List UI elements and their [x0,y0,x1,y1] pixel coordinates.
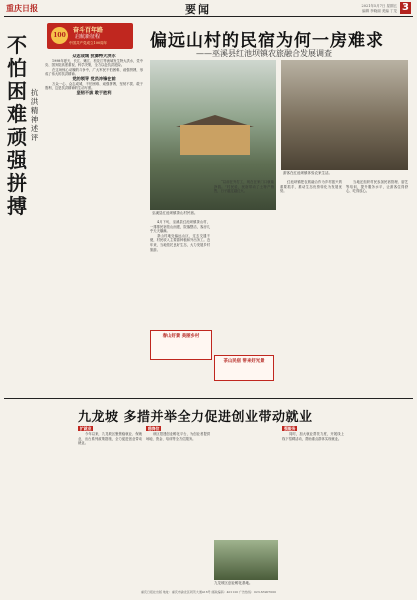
masthead-rule [4,16,413,17]
incubator-photo [214,540,278,580]
bottom-para-3: 同时，加大就业帮扶力度，开展线上线下招聘活动，帮助重点群体实现就业。 [282,432,344,441]
left-para-3: 万众一心、众志成城，不怕困难、顽强拼搏，坚韧不拔、敢于胜利，这是抗洪精神的生动写照。 [45,81,143,91]
left-article-body [45,54,143,384]
main-subtitle: ——巫溪县红池坝镇农旅融合发展调查 [196,49,332,58]
left-subhead-1: 众志成城 抗御特大洪水 [72,54,116,58]
section-title: 要闻 [185,3,211,16]
tag-3: 强服务 [284,426,296,431]
left-subhead-2: 党的领导 党员冲锋在前 [72,75,116,81]
main-col-4 [346,180,408,390]
main-col-1 [150,220,210,390]
main-para-2: 茶山村地处偏远山区，过去交通不便，村民收入主要靠种植和外出务工。近年来，当地依托良好生态，大力发展乡村旅游。 [150,233,210,252]
bottom-col-3 [282,426,344,586]
anniversary-banner[interactable] [47,23,133,49]
bottom-headline: 九龙坡 多措并举全力促进创业带动就业 [78,410,313,425]
visitors-photo [281,60,408,170]
main-col-3 [280,180,342,390]
main-para-5: 当地还组织村民参加民宿管理、厨艺等培训，提升服务水平，让游客住得舒心、吃得放心。 [346,180,408,194]
highlight-box [150,330,212,360]
tag-1: 扩就业 [80,426,92,431]
bottom-photo-caption: 九龙坡区创业孵化基地。 [214,581,253,585]
bottom-col-2 [146,426,210,586]
left-subhead-3: 坚韧不拔 敢于胜利 [76,89,112,95]
editor-text: 编辑 李晓丽 美编 丁龙 [362,9,397,13]
highlight-box-title: 春山好景 美丽乡村 [162,334,200,339]
photo2-caption: 游客在红池坝镇体验农家生活。 [283,171,332,175]
promo-line3: 中国共产党成立100周年 [69,41,108,45]
page-number: 3 [400,2,411,14]
photo1-caption: 巫溪县红池坝镇茶山村民宿。 [152,211,198,215]
bottom-col-1 [78,426,142,586]
bottom-para-1: 今年以来，九龙坡区聚焦稳就业、保就业，出台系列政策措施，全力促进创业带动就业。 [78,432,142,446]
badge-100: 100 [51,27,68,44]
left-subtitle: 抗洪精神述评 [30,88,39,142]
main-para-1: 4月下旬，巫溪县红池坝镇茶山村，一排排民宿依山而建，院落整洁，客房几乎天天爆满。 [150,220,210,234]
footer-info: 重庆日报社出版 地址：重庆市渝北区同茂大道416号 邮政编码：401120 广告热线：023-63907000 [140,590,277,594]
main-para-4: 红池坝镇把农旅融合作为乡村振兴的重要抓手，推动生态优势转化为发展优势。 [280,180,342,194]
bottom-para-2: 该区搭建创业孵化平台，为创业者提供场地、资金、培训等全方位服务。 [146,432,210,441]
date-text: 2021年5月7日 星期五 [361,4,397,8]
main-para-3: “以前在外打工，现在在家门口就能挣钱。”村民说，民宿带动了土特产销售，日子越过越红火。 [214,180,274,194]
section-rule [4,398,413,399]
dateline [307,4,397,14]
left-para-2: 在这场惊心动魄的斗争中，广大军民不怕困难、顽强拼搏，形成了伟大的抗洪精神。 [45,67,143,77]
masthead-logo: 重庆日报 [6,3,38,13]
house-shape [180,125,250,155]
left-para-1: 1998年夏天，长江、嫩江、松花江等流域发生特大洪水，党中央、国务院高度重视，科学决策，全力以赴抗洪抢险。 [45,58,143,68]
promo-line1: 奋斗百年路 [73,27,104,34]
main-headline: 偏远山村的民宿为何一房难求 [150,31,384,51]
highlight-box-2-title: 茶山民宿 带来好光景 [223,359,265,364]
highlight-box-2 [214,355,274,381]
left-headline: 不怕困难 顽强拼搏 [7,33,27,218]
tag-2: 稳岗位 [148,426,160,431]
promo-line2: 启航新征程 [75,34,101,40]
